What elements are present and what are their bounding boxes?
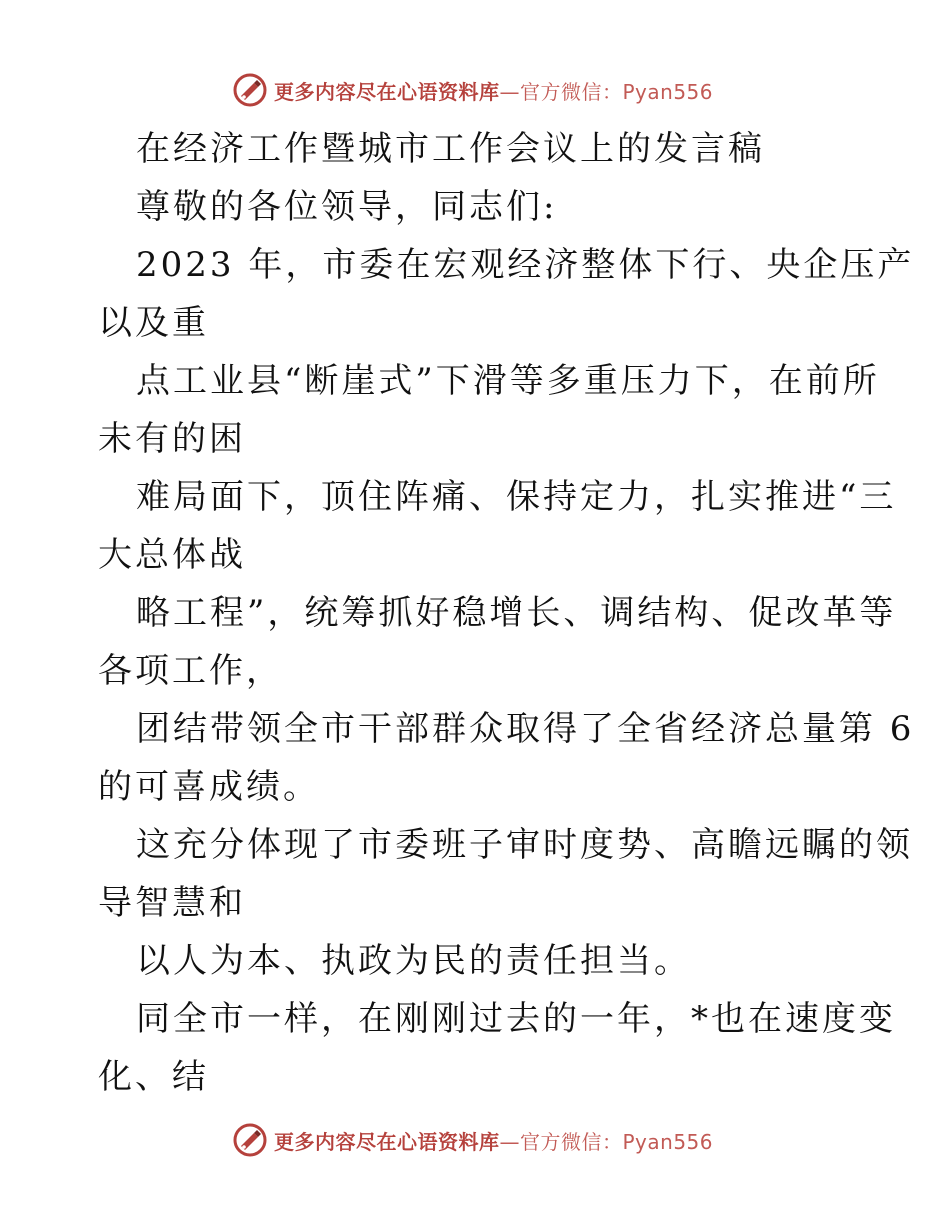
watermark-brand: 更多内容尽在心语资料库 [274, 1129, 500, 1154]
watermark-text [274, 1126, 713, 1155]
watermark-text [274, 76, 713, 105]
text-line: 尊敬的各位领导，同志们: [136, 187, 558, 227]
text-line: 导智慧和 [98, 883, 246, 923]
pen-logo-icon [232, 72, 268, 108]
pen-logo-icon [232, 1122, 268, 1158]
text-line: 这充分体现了市委班子审时度势、高瞻远瞩的领 [136, 825, 913, 865]
text-line: 团结带领全市干部群众取得了全省经济总量第 6 [136, 709, 915, 749]
document-body [98, 120, 915, 1106]
text-line: 2023 年，市委在宏观经济整体下行、央企压产 [136, 245, 915, 285]
text-line: 未有的困 [98, 419, 246, 459]
watermark-wechat: 官方微信：Pyan556 [520, 1129, 714, 1154]
text-line: 以人为本、执政为民的责任担当。 [136, 941, 691, 981]
text-line: 各项工作， [98, 651, 283, 691]
text-line: 化、结 [98, 1057, 209, 1097]
text-line: 同全市一样，在刚刚过去的一年，*也在速度变 [136, 999, 896, 1039]
text-line: 难局面下，顶住阵痛、保持定力，扎实推进“三 [136, 477, 897, 517]
watermark-dash: — [499, 1129, 520, 1154]
text-line: 大总体战 [98, 535, 246, 575]
text-line: 点工业县“断崖式”下滑等多重压力下，在前所 [136, 361, 880, 401]
text-line: 略工程”，统筹抓好稳增长、调结构、促改革等 [136, 593, 897, 633]
text-line: 在经济工作暨城市工作会议上的发言稿 [136, 129, 765, 169]
text-line: 以及重 [98, 303, 209, 343]
watermark-brand: 更多内容尽在心语资料库 [274, 79, 500, 104]
watermark-wechat: 官方微信：Pyan556 [520, 79, 714, 104]
footer-watermark [232, 1120, 713, 1160]
header-watermark [232, 70, 713, 110]
watermark-dash: — [499, 79, 520, 104]
text-line: 的可喜成绩。 [98, 767, 320, 807]
